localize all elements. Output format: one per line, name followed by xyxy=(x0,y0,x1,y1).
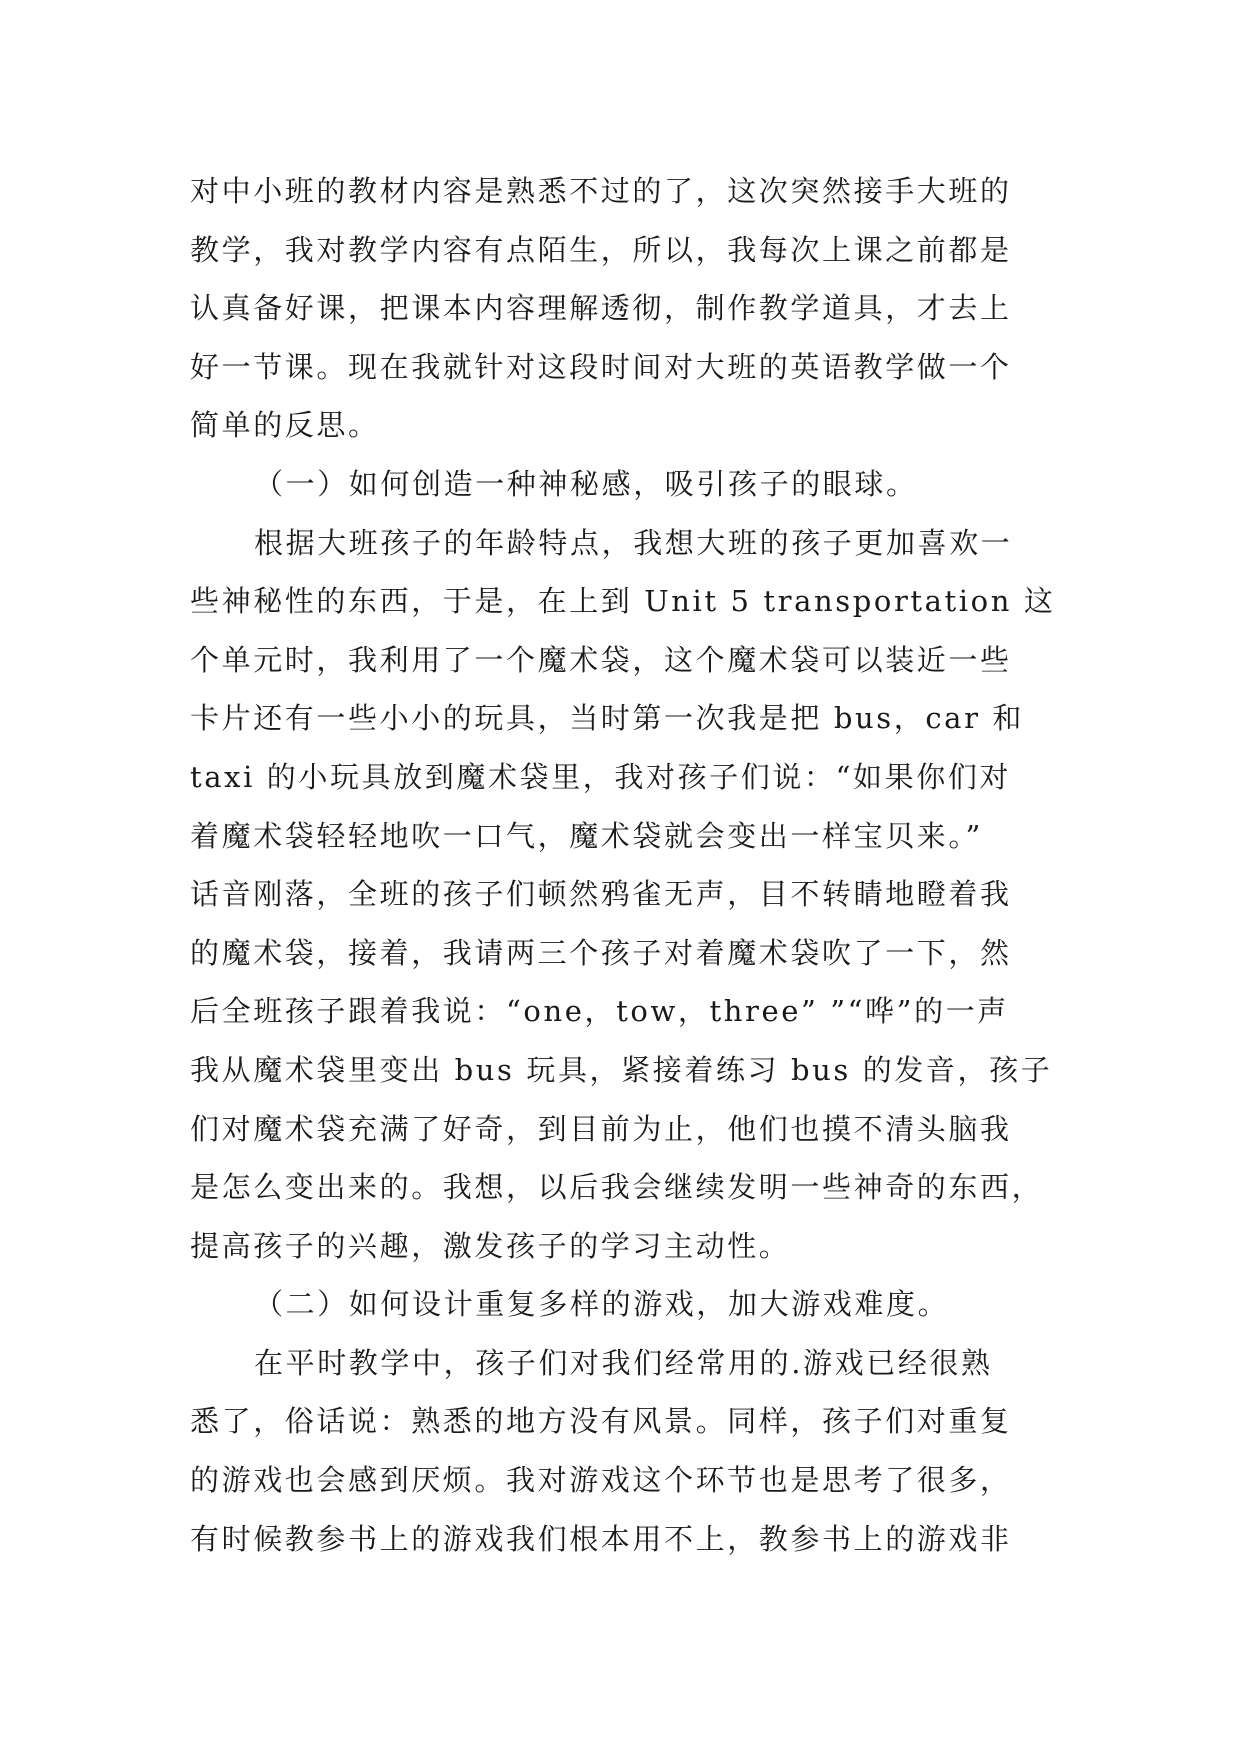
text-line: 个单元时，我利用了一个魔术袋，这个魔术袋可以装近一些 xyxy=(190,642,1012,677)
section-heading-1: （一）如何创造一种神秘感，吸引孩子的眼球。 xyxy=(254,466,918,501)
text-line: 后全班孩子跟着我说：“one，tow，three” ”“哗”的一声 xyxy=(190,994,1009,1029)
text-line: 的魔术袋，接着，我请两三个孩子对着魔术袋吹了一下，然 xyxy=(190,935,1012,970)
text-line: 对中小班的教材内容是熟悉不过的了，这次突然接手大班的 xyxy=(190,174,1012,208)
text-line: 教学，我对教学内容有点陌生，所以，我每次上课之前都是 xyxy=(190,232,1012,267)
text-line: 卡片还有一些小小的玩具，当时第一次我是把 bus，car 和 xyxy=(190,701,1024,736)
text-line: 些神秘性的东西，于是，在上到 Unit 5 transportation 这 xyxy=(190,584,1056,619)
text-line: 认真备好课，把课本内容理解透彻，制作教学道具，才去上 xyxy=(190,291,1012,326)
text-line: 是怎么变出来的。我想，以后我会继续发明一些神奇的东西， xyxy=(190,1170,1044,1205)
text-line: 好一节课。现在我就针对这段时间对大班的英语教学做一个 xyxy=(190,349,1012,384)
text-line: 我从魔术袋里变出 bus 玩具，紧接着练习 bus 的发音，孩子 xyxy=(190,1052,1053,1087)
text-line: 的游戏也会感到厌烦。我对游戏这个环节也是思考了很多， xyxy=(190,1463,1012,1498)
text-line: taxi 的小玩具放到魔术袋里，我对孩子们说：“如果你们对 xyxy=(190,759,1012,794)
section-heading-2: （二）如何设计重复多样的游戏，加大游戏难度。 xyxy=(254,1287,950,1322)
text-line: 在平时教学中，孩子们对我们经常用的.游戏已经很熟 xyxy=(254,1345,993,1380)
text-line: 根据大班孩子的年龄特点，我想大班的孩子更加喜欢一 xyxy=(254,525,1013,560)
text-line: 悉了，俗话说：熟悉的地方没有风景。同样，孩子们对重复 xyxy=(190,1404,1012,1439)
text-line: 们对魔术袋充满了好奇，到目前为止，他们也摸不清头脑我 xyxy=(190,1111,1012,1146)
text-line: 有时候教参书上的游戏我们根本用不上，教参书上的游戏非 xyxy=(190,1521,1012,1556)
text-line: 简单的反思。 xyxy=(190,408,380,443)
text-line: 话音刚落，全班的孩子们顿然鸦雀无声，目不转睛地瞪着我 xyxy=(190,877,1012,912)
text-line: 着魔术袋轻轻地吹一口气，魔术袋就会变出一样宝贝来。” xyxy=(190,818,983,853)
text-line: 提高孩子的兴趣，激发孩子的学习主动性。 xyxy=(190,1228,791,1263)
body-text xyxy=(190,162,1056,1568)
